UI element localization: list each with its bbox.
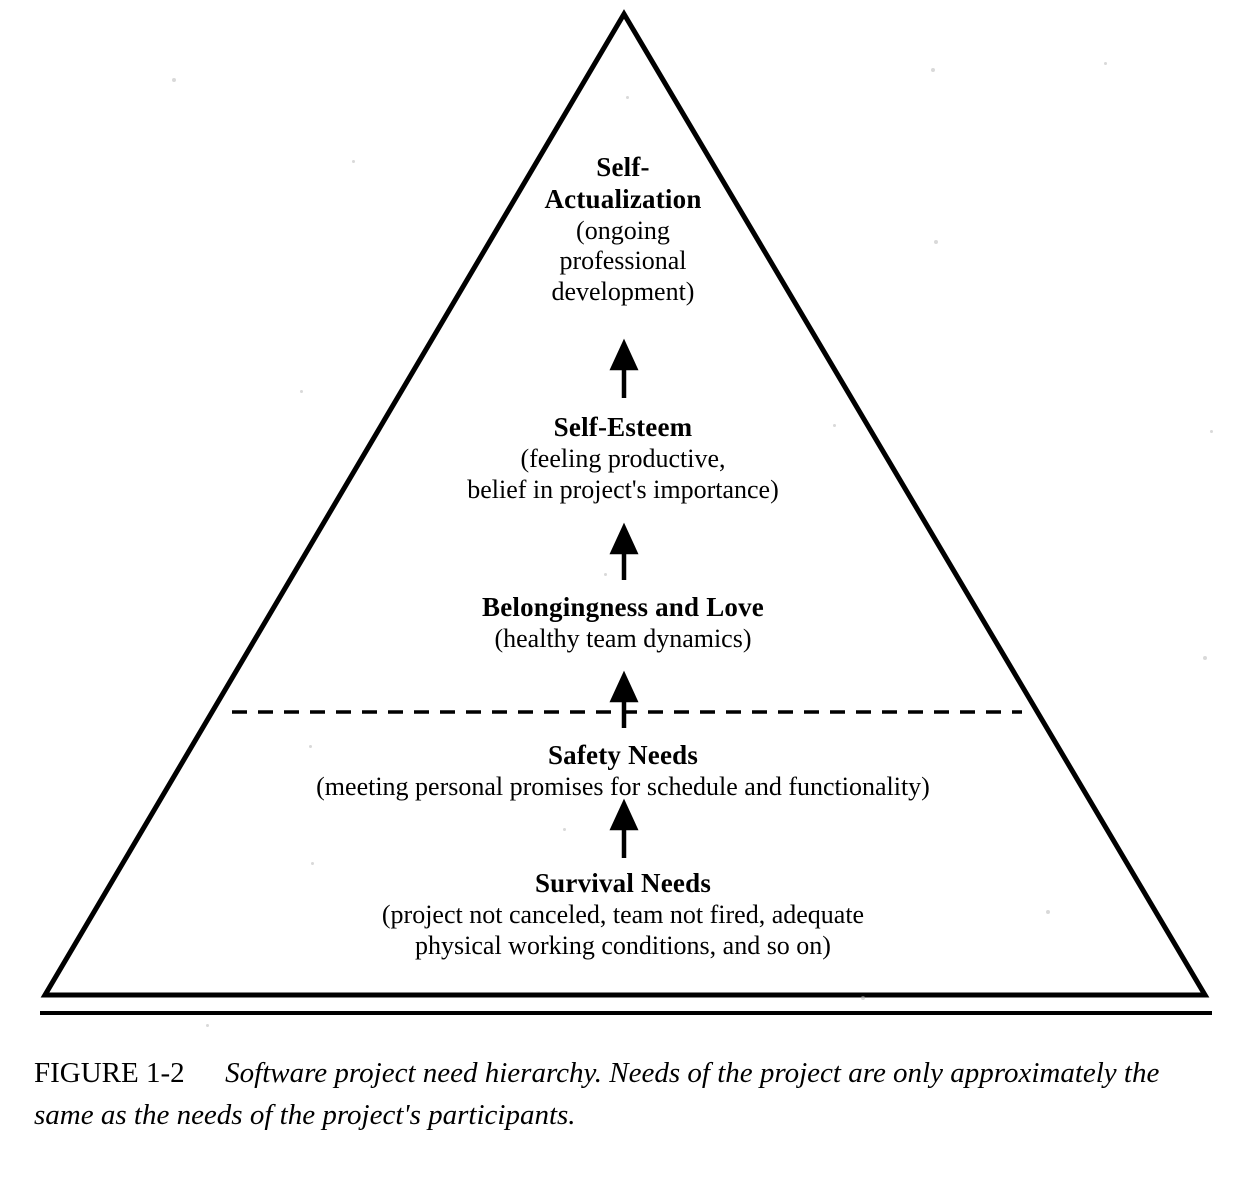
scan-speck <box>352 160 355 163</box>
arrow-head-safety-to-belongingness <box>613 676 635 700</box>
scan-speck <box>1046 910 1050 914</box>
figure-caption-text: Software project need hierarchy. Needs of the project are only approximately the same as the needs of the project's participants. <box>34 1057 1160 1132</box>
scan-speck <box>309 745 312 748</box>
arrow-head-esteem-to-actualization <box>613 344 635 368</box>
level-subtitle-survival-needs-line1: (project not canceled, team not fired, adequate <box>381 899 865 929</box>
arrow-head-belongingness-to-esteem <box>613 528 635 552</box>
level-title-survival-needs: Survival Needs <box>534 868 712 898</box>
pyramid-level-self-actualization <box>0 152 1246 308</box>
level-title-self-esteem: Self-Esteem <box>553 412 693 442</box>
figure-number: FIGURE 1-2 <box>34 1057 185 1089</box>
level-subtitle-self-esteem-line1: (feeling productive, <box>520 443 726 473</box>
level-subtitle-safety-needs: (meeting personal promises for schedule and functionality) <box>316 771 930 801</box>
scan-speck <box>311 862 314 865</box>
scan-speck <box>172 78 176 82</box>
level-subtitle-self-actualization-line2: professional <box>559 246 687 276</box>
scan-speck <box>1104 62 1107 65</box>
level-title-self-actualization-line1: Self- <box>596 152 650 182</box>
scan-speck <box>300 390 303 393</box>
pyramid-level-self-esteem <box>0 412 1246 505</box>
level-subtitle-self-actualization-line3: development) <box>551 277 695 307</box>
level-title-belongingness-and-love: Belongingness and Love <box>482 592 764 622</box>
level-title-self-actualization-line2: Actualization <box>544 183 702 214</box>
scan-speck <box>604 573 607 576</box>
level-title-safety-needs: Safety Needs <box>547 740 699 770</box>
pyramid-level-safety-needs <box>0 740 1246 803</box>
scan-speck <box>1210 430 1213 433</box>
scan-speck <box>934 240 938 244</box>
level-subtitle-survival-needs-line2: physical working conditions, and so on) <box>415 930 831 960</box>
level-subtitle-belongingness-and-love: (healthy team dynamics) <box>494 623 752 653</box>
scan-speck <box>563 828 566 831</box>
scan-speck <box>861 996 865 1000</box>
pyramid-level-survival-needs <box>0 868 1246 961</box>
figure-caption <box>34 1052 1224 1136</box>
pyramid-level-belongingness-and-love <box>0 592 1246 655</box>
arrow-head-survival-to-safety <box>613 804 635 828</box>
scan-speck <box>1203 656 1207 660</box>
scan-speck <box>626 96 629 99</box>
level-subtitle-self-actualization-line1: (ongoing <box>576 215 670 245</box>
scan-speck <box>931 68 935 72</box>
scan-speck <box>206 1024 209 1027</box>
level-subtitle-self-esteem-line2: belief in project's importance) <box>467 474 779 504</box>
scan-speck <box>833 424 836 427</box>
